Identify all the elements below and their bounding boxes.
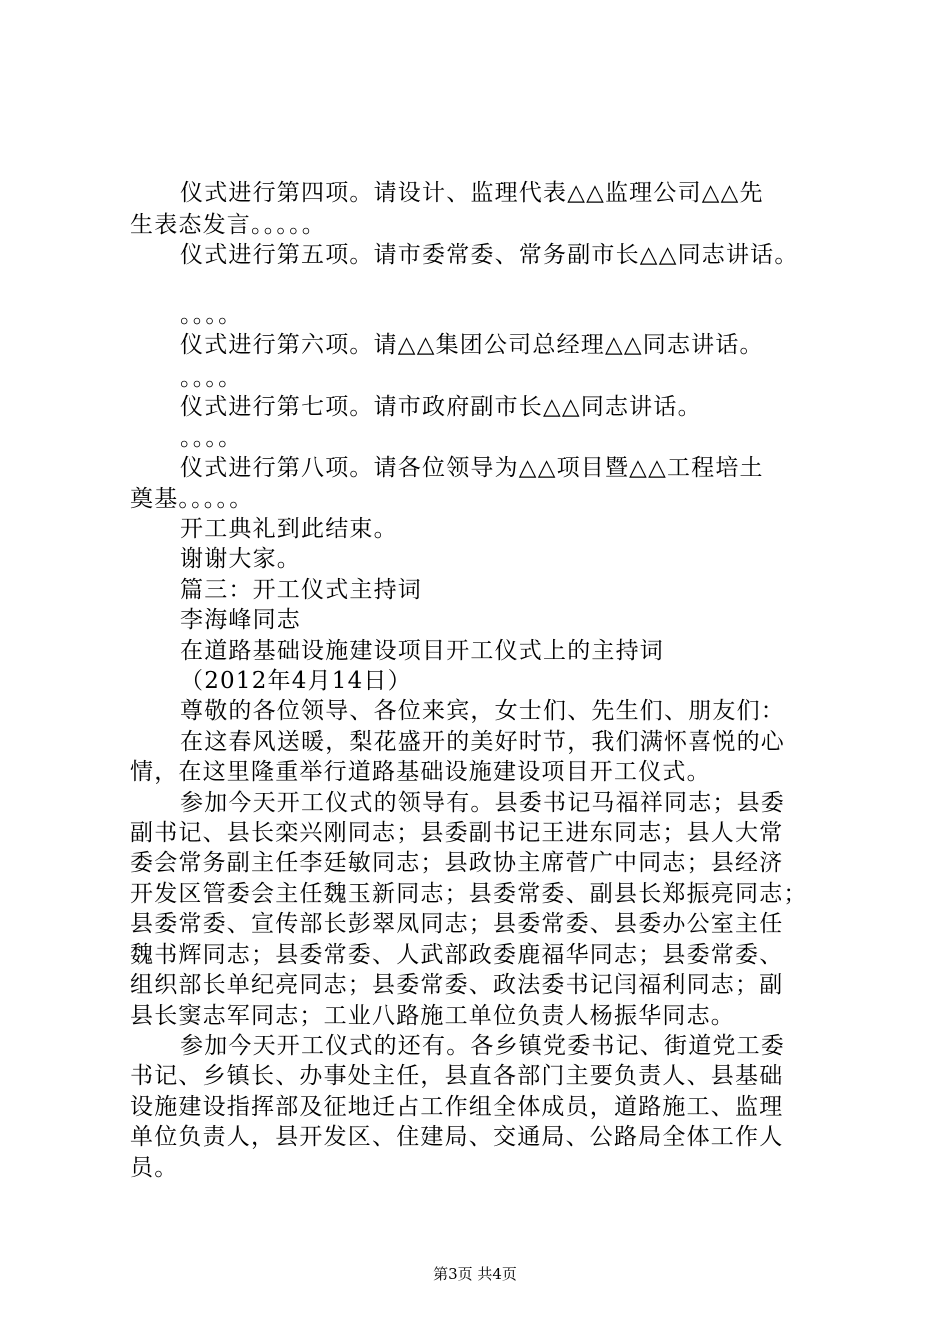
text-line: 仪式进行第八项。请各位领导为△△项目暨△△工程培土	[180, 455, 764, 481]
text-line: 情，在这里隆重举行道路基础设施建设项目开工仪式。	[130, 759, 711, 785]
text-line: 书记、乡镇长、办事处主任，县直各部门主要负责人、县基础	[130, 1063, 784, 1089]
text-line: 参加今天开工仪式的还有。各乡镇党委书记、街道党工委	[180, 1033, 785, 1059]
text-line: 。。。。	[180, 425, 243, 451]
text-line: 仪式进行第四项。请设计、监理代表△△监理公司△△先	[180, 180, 764, 206]
text-line: 仪式进行第五项。请市委常委、常务副市长△△同志讲话。	[180, 242, 799, 268]
salutation: 尊敬的各位领导、各位来宾，女士们、先生们、朋友们：	[180, 698, 785, 724]
page-number-footer: 第3页 共4页	[433, 1265, 517, 1283]
text-line: 参加今天开工仪式的领导有。县委书记马福祥同志；县委	[180, 790, 785, 816]
text-line: 仪式进行第七项。请市政府副市长△△同志讲话。	[180, 394, 702, 420]
text-line: 副书记、县长栾兴刚同志；县委副书记王进东同志；县人大常	[130, 820, 784, 846]
text-line: 奠基。。。。。	[130, 486, 254, 512]
text-line: 县委常委、宣传部长彭翠凤同志；县委常委、县委办公室主任	[130, 911, 784, 937]
speech-title: 在道路基础设施建设项目开工仪式上的主持词	[180, 638, 664, 664]
text-line: 在这春风送暖，梨花盛开的美好时节，我们满怀喜悦的心	[180, 729, 785, 755]
text-line: 开工典礼到此结束。	[180, 516, 398, 542]
speaker-name: 李海峰同志	[180, 607, 301, 633]
text-line: 生表态发言。。。。。	[130, 212, 326, 238]
text-line: 谢谢大家。	[180, 546, 301, 572]
text-line: 开发区管委会主任魏玉新同志；县委常委、副县长郑振亮同志；	[130, 881, 808, 907]
text-line: 。。。。	[180, 365, 243, 391]
text-line: 。。。。	[180, 302, 243, 328]
text-line: 魏书辉同志；县委常委、人武部政委鹿福华同志；县委常委、	[130, 942, 784, 968]
text-line: 单位负责人，县开发区、住建局、交通局、公路局全体工作人	[130, 1124, 784, 1150]
text-line: 仪式进行第六项。请△△集团公司总经理△△同志讲话。	[180, 332, 764, 358]
text-line: 县长窦志军同志；工业八路施工单位负责人杨振华同志。	[130, 1003, 735, 1029]
text-line: 组织部长单纪亮同志；县委常委、政法委书记闫福利同志；副	[130, 972, 784, 998]
text-line: 设施建设指挥部及征地迁占工作组全体成员，道路施工、监理	[130, 1094, 784, 1120]
text-line: 员。	[130, 1155, 179, 1181]
text-line: 委会常务副主任李廷敏同志；县政协主席菅广中同志；县经济	[130, 850, 784, 876]
speech-date: （2012年4月14日）	[180, 668, 412, 694]
section-heading: 篇三：开工仪式主持词	[180, 577, 422, 603]
